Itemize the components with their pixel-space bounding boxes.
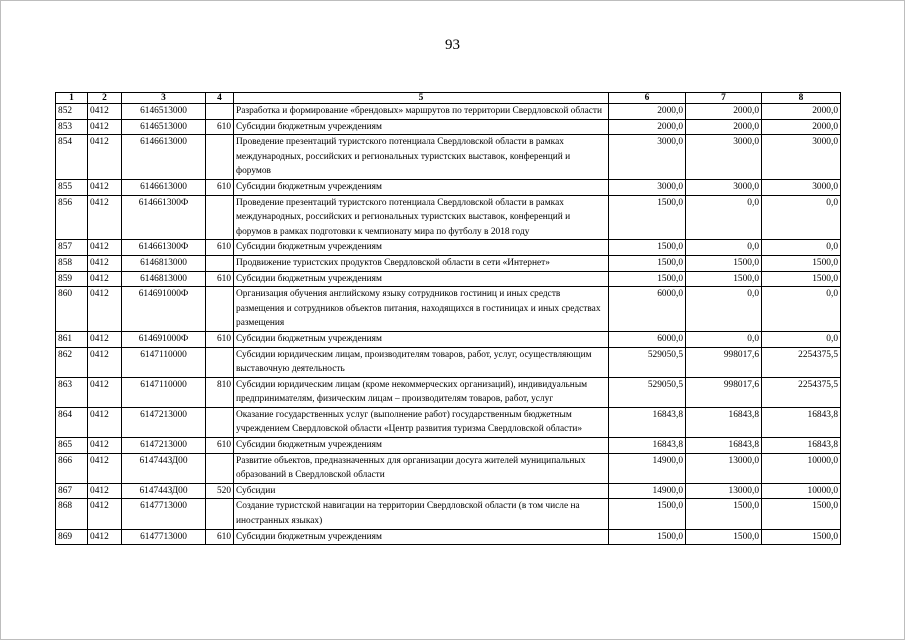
expense-type-cell xyxy=(206,453,234,483)
row-number-cell: 854 xyxy=(56,135,88,180)
expense-type-cell: 610 xyxy=(206,438,234,454)
section-code-cell: 0412 xyxy=(88,119,122,135)
amount-year-3-cell: 1500,0 xyxy=(762,529,841,545)
target-article-cell: 6147213000 xyxy=(122,438,206,454)
row-number-cell: 853 xyxy=(56,119,88,135)
table-body xyxy=(56,104,841,545)
description-cell: Субсидии бюджетным учреждениям xyxy=(234,438,609,454)
amount-year-1-cell: 1500,0 xyxy=(609,195,686,240)
row-number-cell: 860 xyxy=(56,287,88,332)
amount-year-1-cell: 3000,0 xyxy=(609,135,686,180)
amount-year-1-cell: 3000,0 xyxy=(609,179,686,195)
row-number-cell: 856 xyxy=(56,195,88,240)
table-row xyxy=(56,499,841,529)
description-cell: Проведение презентаций туристского потенциала Свердловской области в рамках международных, российских и региональных туристских выставок, конференций и форумов в рамках подготовки к чемпионату мира по футболу в 2018 году xyxy=(234,195,609,240)
description-cell: Субсидии юридическим лицам, производителям товаров, работ, услуг, осуществляющим выставочную деятельность xyxy=(234,347,609,377)
amount-year-3-cell: 1500,0 xyxy=(762,499,841,529)
amount-year-2-cell: 0,0 xyxy=(686,331,762,347)
column-header: 4 xyxy=(206,93,234,104)
amount-year-3-cell: 2254375,5 xyxy=(762,347,841,377)
column-header: 7 xyxy=(686,93,762,104)
expense-type-cell: 610 xyxy=(206,119,234,135)
section-code-cell: 0412 xyxy=(88,377,122,407)
amount-year-3-cell: 3000,0 xyxy=(762,135,841,180)
section-code-cell: 0412 xyxy=(88,483,122,499)
expense-type-cell: 610 xyxy=(206,240,234,256)
section-code-cell: 0412 xyxy=(88,407,122,437)
description-cell: Субсидии бюджетным учреждениям xyxy=(234,529,609,545)
description-cell: Оказание государственных услуг (выполнение работ) государственным бюджетным учреждением Свердловской области «Центр развития туризма Свердловской области» xyxy=(234,407,609,437)
target-article-cell: 614661300Ф xyxy=(122,240,206,256)
description-cell: Субсидии бюджетным учреждениям xyxy=(234,179,609,195)
amount-year-3-cell: 0,0 xyxy=(762,331,841,347)
amount-year-1-cell: 6000,0 xyxy=(609,331,686,347)
description-cell: Субсидии бюджетным учреждениям xyxy=(234,271,609,287)
row-number-cell: 862 xyxy=(56,347,88,377)
page-number: 93 xyxy=(445,37,460,53)
table-row xyxy=(56,347,841,377)
amount-year-2-cell: 13000,0 xyxy=(686,483,762,499)
target-article-cell: 6147110000 xyxy=(122,347,206,377)
amount-year-1-cell: 529050,5 xyxy=(609,347,686,377)
amount-year-1-cell: 1500,0 xyxy=(609,255,686,271)
expense-type-cell xyxy=(206,104,234,120)
target-article-cell: 614691000Ф xyxy=(122,287,206,332)
table-row xyxy=(56,240,841,256)
section-code-cell: 0412 xyxy=(88,453,122,483)
expense-type-cell xyxy=(206,255,234,271)
target-article-cell: 614691000Ф xyxy=(122,331,206,347)
expense-type-cell xyxy=(206,287,234,332)
expense-type-cell xyxy=(206,499,234,529)
amount-year-2-cell: 0,0 xyxy=(686,195,762,240)
section-code-cell: 0412 xyxy=(88,287,122,332)
amount-year-3-cell: 1500,0 xyxy=(762,255,841,271)
budget-table xyxy=(55,92,841,545)
amount-year-1-cell: 16843,8 xyxy=(609,438,686,454)
row-number-cell: 855 xyxy=(56,179,88,195)
table-row xyxy=(56,453,841,483)
description-cell: Продвижение туристских продуктов Свердловской области в сети «Интернет» xyxy=(234,255,609,271)
amount-year-2-cell: 16843,8 xyxy=(686,407,762,437)
target-article-cell: 6146513000 xyxy=(122,119,206,135)
row-number-cell: 868 xyxy=(56,499,88,529)
amount-year-3-cell: 16843,8 xyxy=(762,438,841,454)
amount-year-3-cell: 10000,0 xyxy=(762,453,841,483)
target-article-cell: 6146613000 xyxy=(122,135,206,180)
target-article-cell: 614661300Ф xyxy=(122,195,206,240)
expense-type-cell xyxy=(206,135,234,180)
row-number-cell: 859 xyxy=(56,271,88,287)
amount-year-1-cell: 16843,8 xyxy=(609,407,686,437)
row-number-cell: 857 xyxy=(56,240,88,256)
table-row xyxy=(56,119,841,135)
section-code-cell: 0412 xyxy=(88,255,122,271)
row-number-cell: 858 xyxy=(56,255,88,271)
section-code-cell: 0412 xyxy=(88,529,122,545)
amount-year-2-cell: 1500,0 xyxy=(686,499,762,529)
section-code-cell: 0412 xyxy=(88,104,122,120)
table-row xyxy=(56,407,841,437)
column-header: 8 xyxy=(762,93,841,104)
column-header: 1 xyxy=(56,93,88,104)
target-article-cell: 6146513000 xyxy=(122,104,206,120)
section-code-cell: 0412 xyxy=(88,438,122,454)
table-row xyxy=(56,331,841,347)
expense-type-cell: 520 xyxy=(206,483,234,499)
table-row xyxy=(56,104,841,120)
target-article-cell: 6147110000 xyxy=(122,377,206,407)
section-code-cell: 0412 xyxy=(88,271,122,287)
target-article-cell: 614744ЗД00 xyxy=(122,453,206,483)
table-row xyxy=(56,438,841,454)
description-cell: Субсидии бюджетным учреждениям xyxy=(234,240,609,256)
table-row xyxy=(56,377,841,407)
target-article-cell: 614744ЗД00 xyxy=(122,483,206,499)
amount-year-2-cell: 0,0 xyxy=(686,287,762,332)
amount-year-2-cell: 1500,0 xyxy=(686,271,762,287)
expense-type-cell: 610 xyxy=(206,331,234,347)
column-header: 2 xyxy=(88,93,122,104)
amount-year-3-cell: 2000,0 xyxy=(762,104,841,120)
amount-year-2-cell: 1500,0 xyxy=(686,529,762,545)
description-cell: Создание туристской навигации на территории Свердловской области (в том числе на иностранных языках) xyxy=(234,499,609,529)
table-row xyxy=(56,255,841,271)
amount-year-2-cell: 998017,6 xyxy=(686,347,762,377)
expense-type-cell xyxy=(206,347,234,377)
row-number-cell: 863 xyxy=(56,377,88,407)
amount-year-1-cell: 6000,0 xyxy=(609,287,686,332)
row-number-cell: 869 xyxy=(56,529,88,545)
description-cell: Субсидии бюджетным учреждениям xyxy=(234,331,609,347)
description-cell: Субсидии xyxy=(234,483,609,499)
table-row xyxy=(56,529,841,545)
description-cell: Проведение презентаций туристского потенциала Свердловской области в рамках международных, российских и региональных туристских выставок, конференций и форумов xyxy=(234,135,609,180)
amount-year-2-cell: 2000,0 xyxy=(686,104,762,120)
section-code-cell: 0412 xyxy=(88,179,122,195)
section-code-cell: 0412 xyxy=(88,135,122,180)
expense-type-cell: 610 xyxy=(206,271,234,287)
expense-type-cell xyxy=(206,195,234,240)
target-article-cell: 6146613000 xyxy=(122,179,206,195)
section-code-cell: 0412 xyxy=(88,240,122,256)
amount-year-2-cell: 16843,8 xyxy=(686,438,762,454)
amount-year-3-cell: 3000,0 xyxy=(762,179,841,195)
amount-year-1-cell: 1500,0 xyxy=(609,271,686,287)
amount-year-3-cell: 16843,8 xyxy=(762,407,841,437)
table-row xyxy=(56,287,841,332)
description-cell: Разработка и формирование «брендовых» маршрутов по территории Свердловской области xyxy=(234,104,609,120)
column-header: 6 xyxy=(609,93,686,104)
amount-year-1-cell: 14900,0 xyxy=(609,453,686,483)
expense-type-cell xyxy=(206,407,234,437)
column-header: 3 xyxy=(122,93,206,104)
target-article-cell: 6147713000 xyxy=(122,499,206,529)
row-number-cell: 866 xyxy=(56,453,88,483)
section-code-cell: 0412 xyxy=(88,347,122,377)
expense-type-cell: 610 xyxy=(206,529,234,545)
target-article-cell: 6147213000 xyxy=(122,407,206,437)
target-article-cell: 6147713000 xyxy=(122,529,206,545)
section-code-cell: 0412 xyxy=(88,331,122,347)
amount-year-2-cell: 2000,0 xyxy=(686,119,762,135)
description-cell: Организация обучения английскому языку сотрудников гостиниц и иных средств размещения и сотрудников объектов питания, находящихся в гостиницах и иных средствах размещения xyxy=(234,287,609,332)
description-cell: Субсидии юридическим лицам (кроме некоммерческих организаций), индивидуальным предпринимателям, физическим лицам – производителям товаров, работ, услуг xyxy=(234,377,609,407)
table-row xyxy=(56,271,841,287)
amount-year-2-cell: 13000,0 xyxy=(686,453,762,483)
table-row xyxy=(56,179,841,195)
description-cell: Развитие объектов, предназначенных для организации досуга жителей муниципальных образований в Свердловской области xyxy=(234,453,609,483)
amount-year-3-cell: 0,0 xyxy=(762,240,841,256)
amount-year-2-cell: 3000,0 xyxy=(686,179,762,195)
amount-year-1-cell: 1500,0 xyxy=(609,499,686,529)
amount-year-2-cell: 0,0 xyxy=(686,240,762,256)
target-article-cell: 6146813000 xyxy=(122,271,206,287)
section-code-cell: 0412 xyxy=(88,499,122,529)
column-header: 5 xyxy=(234,93,609,104)
amount-year-3-cell: 2254375,5 xyxy=(762,377,841,407)
amount-year-2-cell: 998017,6 xyxy=(686,377,762,407)
amount-year-1-cell: 14900,0 xyxy=(609,483,686,499)
section-code-cell: 0412 xyxy=(88,195,122,240)
amount-year-2-cell: 3000,0 xyxy=(686,135,762,180)
row-number-cell: 861 xyxy=(56,331,88,347)
amount-year-1-cell: 529050,5 xyxy=(609,377,686,407)
amount-year-3-cell: 2000,0 xyxy=(762,119,841,135)
amount-year-1-cell: 1500,0 xyxy=(609,240,686,256)
expense-type-cell: 810 xyxy=(206,377,234,407)
table-row xyxy=(56,483,841,499)
amount-year-1-cell: 2000,0 xyxy=(609,104,686,120)
table-row xyxy=(56,195,841,240)
amount-year-1-cell: 1500,0 xyxy=(609,529,686,545)
amount-year-2-cell: 1500,0 xyxy=(686,255,762,271)
amount-year-1-cell: 2000,0 xyxy=(609,119,686,135)
target-article-cell: 6146813000 xyxy=(122,255,206,271)
row-number-cell: 867 xyxy=(56,483,88,499)
amount-year-3-cell: 0,0 xyxy=(762,195,841,240)
amount-year-3-cell: 0,0 xyxy=(762,287,841,332)
expense-type-cell: 610 xyxy=(206,179,234,195)
table-header-row xyxy=(56,93,841,104)
table-row xyxy=(56,135,841,180)
row-number-cell: 852 xyxy=(56,104,88,120)
row-number-cell: 865 xyxy=(56,438,88,454)
amount-year-3-cell: 1500,0 xyxy=(762,271,841,287)
row-number-cell: 864 xyxy=(56,407,88,437)
description-cell: Субсидии бюджетным учреждениям xyxy=(234,119,609,135)
amount-year-3-cell: 10000,0 xyxy=(762,483,841,499)
